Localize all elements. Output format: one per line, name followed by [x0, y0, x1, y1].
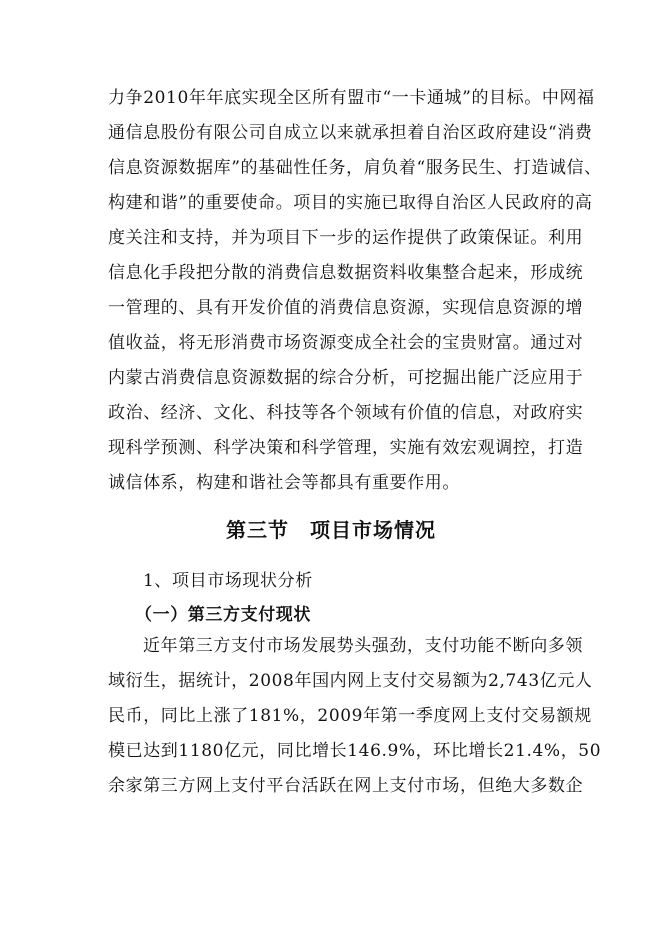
paragraph2-line-1: 近年第三方支付市场发展势头强劲，支付功能不断向多领 [143, 636, 583, 656]
paragraph1-line-11: 现科学预测、科学决策和科学管理，实施有效宏观调控，打造 [108, 438, 584, 458]
paragraph2-line-3: 民币，同比上涨了181%，2009年第一季度网上支付交易额规 [108, 706, 592, 726]
paragraph1-line-8: 值收益，将无形消费市场资源变成全社会的宝贵财富。通过对 [108, 333, 584, 353]
paragraph2-line-2: 域衍生，据统计，2008年国内网上支付交易额为2,743亿元人 [108, 671, 593, 691]
subsection-title-2: （一）第三方支付现状 [135, 605, 311, 625]
paragraph1-line-2: 通信息股份有限公司自成立以来就承担着自治区政府建设“消费 [108, 123, 593, 143]
paragraph1-line-10: 政治、经济、文化、科技等各个领域有价值的信息，对政府实 [108, 403, 584, 423]
paragraph1-line-7: 一管理的、具有开发价值的消费信息资源，实现信息资源的增 [108, 298, 584, 318]
paragraph1-line-12: 诚信体系，构建和谐社会等都具有重要作用。 [108, 473, 460, 493]
paragraph1-line-1: 力争2010年年底实现全区所有盟市“一卡通城”的目标。中网福 [108, 88, 595, 108]
paragraph1-line-5: 度关注和支持，并为项目下一步的运作提供了政策保证。利用 [108, 228, 584, 248]
paragraph2-line-4: 模已达到1180亿元，同比增长146.9%，环比增长21.4%，50 [108, 741, 602, 761]
paragraph1-line-3: 信息资源数据库”的基础性任务，肩负着“服务民生、打造诚信、 [108, 158, 602, 178]
paragraph2-line-5: 余家第三方网上支付平台活跃在网上支付市场，但绝大多数企 [108, 776, 584, 796]
subsection-title-1: 1、项目市场现状分析 [143, 571, 313, 591]
paragraph1-line-4: 构建和谐”的重要使命。项目的实施已取得自治区人民政府的高 [108, 193, 593, 213]
section-heading: 第三节 项目市场情况 [226, 518, 436, 542]
paragraph1-line-6: 信息化手段把分散的消费信息数据资料收集整合起来，形成统 [108, 263, 584, 283]
paragraph1-line-9: 内蒙古消费信息资源数据的综合分析，可挖掘出能广泛应用于 [108, 368, 584, 388]
